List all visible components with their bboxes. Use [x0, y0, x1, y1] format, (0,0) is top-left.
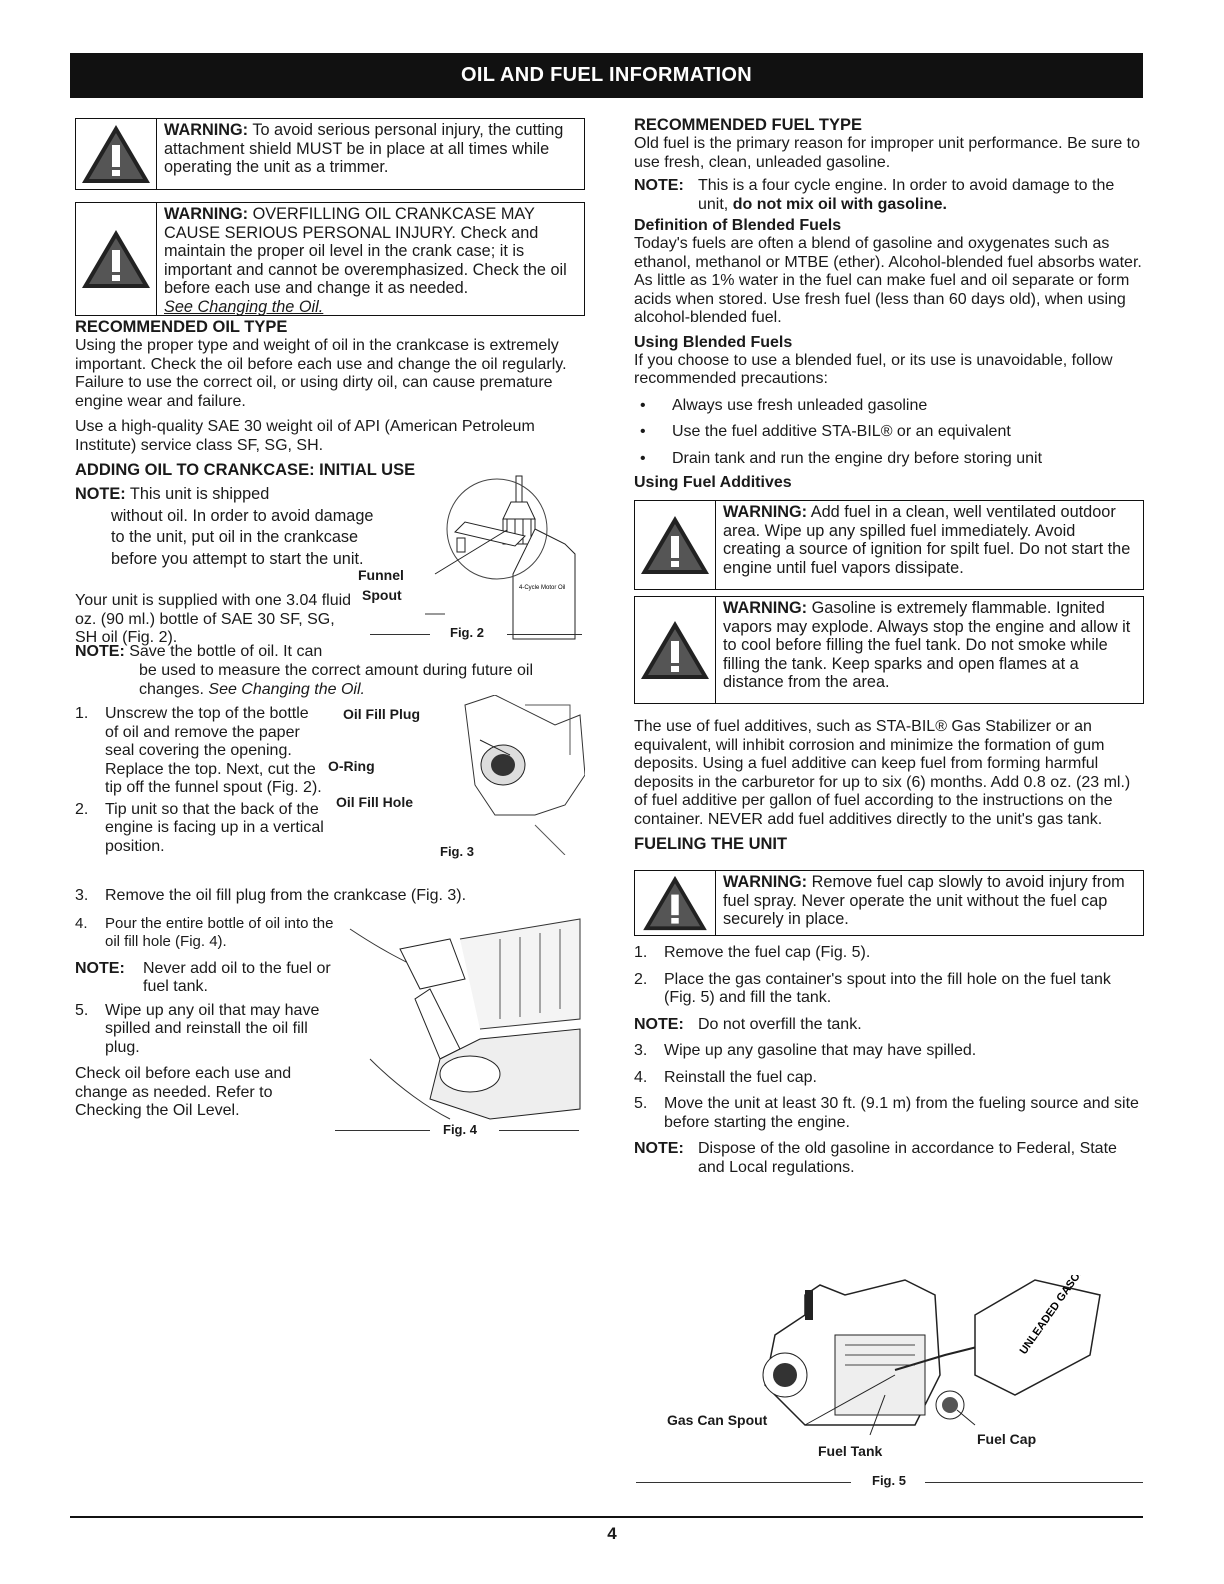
fuel-cap-label: Fuel Cap — [977, 1431, 1037, 1447]
footer-rule — [70, 1516, 1143, 1518]
using-blended-heading: Using Blended Fuels — [634, 333, 793, 351]
fig2-caption: Fig. 2 — [450, 625, 484, 640]
steps-block-2 — [75, 909, 585, 1139]
section-header: OIL AND FUEL INFORMATION — [70, 53, 1143, 98]
step-item: 3. Wipe up any gasoline that may have spilled. — [634, 1042, 977, 1059]
page-number: 4 — [607, 1524, 617, 1543]
fuel-tank-label: Fuel Tank — [818, 1443, 883, 1459]
fuel-type-heading: RECOMMENDED FUEL TYPE — [634, 116, 862, 134]
step-item: 5. Move the unit at least 30 ft. (9.1 m) from the fueling source and site before starting the engine. — [634, 1095, 1139, 1131]
warning-box-overfill — [75, 202, 585, 316]
step-item: 1. Remove the fuel cap (Fig. 5). — [634, 944, 871, 961]
using-blended-paragraph: If you choose to use a blended fuel, or its use is unavoidable, follow recommended precautions: — [634, 351, 1113, 387]
oil-bottle-illustration — [415, 474, 595, 649]
warning-text: WARNING: OVERFILLING OIL CRANKCASE MAY CAUSE SERIOUS PERSONAL INJURY. Check and maintain the proper oil level in the crank case; it is important and cannot be overemphasized. Check the oil before each use and change it as needed. See Changing the Oil. — [164, 205, 567, 316]
right-column — [634, 118, 1144, 1182]
step-item: 5. Wipe up any oil that may have spilled and reinstall the oil fill plug. — [75, 1001, 320, 1056]
fueling-illustration — [745, 1275, 1105, 1455]
warning-box-flammable — [634, 596, 1144, 704]
left-column — [75, 118, 585, 1139]
note-four-cycle: NOTE: This is a four cycle engine. In order to avoid damage to the unit, do not mix oil with gasoline. — [634, 177, 1115, 213]
fig3-caption: Fig. 3 — [440, 844, 474, 859]
pour-oil-illustration — [340, 909, 585, 1124]
definition-heading: Definition of Blended Fuels — [634, 217, 842, 234]
fuel-type-paragraph: Old fuel is the primary reason for improper unit performance. Be sure to use fresh, clean, unleaded gasoline. — [634, 135, 1140, 171]
adding-oil-heading: ADDING OIL TO CRANKCASE: INITIAL USE — [75, 461, 416, 479]
fig5-caption: Fig. 5 — [872, 1473, 906, 1488]
supplied-text: Your unit is supplied with one 3.04 fluid oz. (90 ml.) bottle of SAE 30 SF, SG, SH oil (Fig. 2). — [75, 592, 352, 646]
oil-type-paragraph: Using the proper type and weight of oil in the crankcase is extremely important. Check the oil before each use and change the oil regularly. Failure to use the correct oil, or using dirty oil, can cause premature engine wear and failure. — [75, 337, 567, 410]
step-item: 2. Place the gas container's spout into the fill hole on the fuel tank (Fig. 5) and fill the tank. — [634, 970, 1111, 1006]
warning-triangle-icon — [635, 501, 716, 589]
warning-triangle-icon — [76, 119, 157, 189]
oil-fill-plug-illustration — [425, 695, 585, 855]
changing-oil-link[interactable]: See Changing the Oil. — [164, 297, 324, 316]
note-never-add-oil: NOTE: Never add oil to the fuel or fuel tank. — [75, 959, 331, 995]
warning-triangle-icon — [76, 203, 157, 315]
o-ring-label: O-Ring — [328, 758, 375, 774]
warning-box-fuel-cap — [634, 870, 1144, 936]
fueling-heading: FUELING THE UNIT — [634, 835, 788, 853]
svg-text:4-Cycle Motor Oil: 4-Cycle Motor Oil — [519, 585, 566, 591]
bullet-item: • Always use fresh unleaded gasoline — [640, 396, 928, 414]
warning-triangle-icon — [635, 871, 716, 935]
step-item: 4. Reinstall the fuel cap. — [634, 1068, 817, 1086]
oil-fill-plug-label: Oil Fill Plug — [343, 706, 420, 722]
funnel-label: Funnel — [358, 567, 404, 583]
bullet-item: • Drain tank and run the engine dry before storing unit — [640, 449, 1043, 467]
warning-box-shield — [75, 118, 585, 190]
note-dispose: NOTE: Dispose of the old gasoline in accordance to Federal, State and Local regulations. — [634, 1140, 1117, 1176]
step-item: 4. Pour the entire bottle of oil into the oil fill hole (Fig. 4). — [75, 914, 334, 950]
steps-block-1 — [75, 705, 585, 891]
note-overfill: NOTE: Do not overfill the tank. — [634, 1015, 862, 1033]
warning-text: WARNING: Gasoline is extremely flammable. Ignited vapors may explode. Always stop the engine and allow it to cool before filling the fuel tank. Do not smoke while filling the tank. Keep sparks and open flames at a distance from the area. — [723, 599, 1131, 691]
oil-type-paragraph-2: Use a high-quality SAE 30 weight oil of API (American Petroleum Institute) service class SF, SG, SH. — [75, 418, 535, 454]
step-item: 3. Remove the oil fill plug from the crankcase (Fig. 3). — [75, 887, 467, 904]
note-block-shipping: NOTE: This unit is shipped without oil. In order to avoid damage to the unit, put oil in the crankcase before you attempt to start the unit. Your unit is supplied with one 3.04 fluid oz. (90 ml.) bottle of SAE 30 SF, SG, SH oil (Fig. 2). 4-Cycle Motor Oil Funnel Spout Fig. 2 NOTE: Save the bottle of oil. It can be used to measure the correct amount during future oil changes. See Changing the Oil. — [75, 484, 585, 684]
bullet-item: • Use the fuel additive STA-BIL® or an equivalent — [640, 423, 1011, 440]
warning-text: WARNING: Remove fuel cap slowly to avoid injury from fuel spray. Never operate the unit without the fuel cap securely in place. — [723, 873, 1125, 928]
oil-fill-hole-label: Oil Fill Hole — [336, 794, 414, 810]
warning-triangle-icon — [635, 597, 716, 703]
warning-text: WARNING: Add fuel in a clean, well ventilated outdoor area. Wipe up any spilled fuel immediately. Avoid creating a source of ignition for spilt fuel. Do not start the engine until fuel vapors dissipate. — [723, 503, 1131, 577]
warning-text: WARNING: To avoid serious personal injury, the cutting attachment shield MUST be in place at all times while operating the unit as a trimmer. — [164, 121, 564, 176]
step-item: 2. Tip unit so that the back of the engine is facing up in a vertical position. — [75, 800, 324, 855]
oil-type-heading: RECOMMENDED OIL TYPE — [75, 318, 288, 336]
definition-paragraph: Today's fuels are often a blend of gasoline and oxygenates such as ethanol, methanol or MTBE (ether). Alcohol-blended fuel absorbs water. As little as 1% water in the fuel can make fuel and oil separate or form acids when stored. Use fresh fuel (less than 60 days old), when using alcohol-blended fuel. — [634, 235, 1142, 326]
fig4-caption: Fig. 4 — [443, 1121, 477, 1137]
warning-box-ventilated — [634, 500, 1144, 590]
additives-paragraph: The use of fuel additives, such as STA-BIL® Gas Stabilizer or an equivalent, will inhibit corrosion and minimize the formation of gum deposits. Using a fuel additive can keep fuel from forming harmful deposits in the carburetor for up to six (6) months. Add 0.8 oz. (23 ml.) of fuel additive per gallon of fuel according to the instructions on the container. NEVER add fuel additives directly to the unit's gas tank. — [634, 718, 1131, 828]
check-oil-text: Check oil before each use and change as needed. Refer to Checking the Oil Level. — [75, 1065, 292, 1119]
fuel-additives-heading: Using Fuel Additives — [634, 474, 792, 491]
note-save-bottle: NOTE: Save the bottle of oil. It can be used to measure the correct amount during future oil changes. See Changing the Oil. — [75, 643, 533, 698]
step-item: 1. Unscrew the top of the bottle of oil and remove the paper seal covering the opening. Replace the top. Next, cut the tip off the funnel spout (Fig. 2). — [75, 705, 322, 796]
spout-label: Spout — [362, 587, 402, 603]
gas-can-spout-label: Gas Can Spout — [667, 1412, 768, 1428]
